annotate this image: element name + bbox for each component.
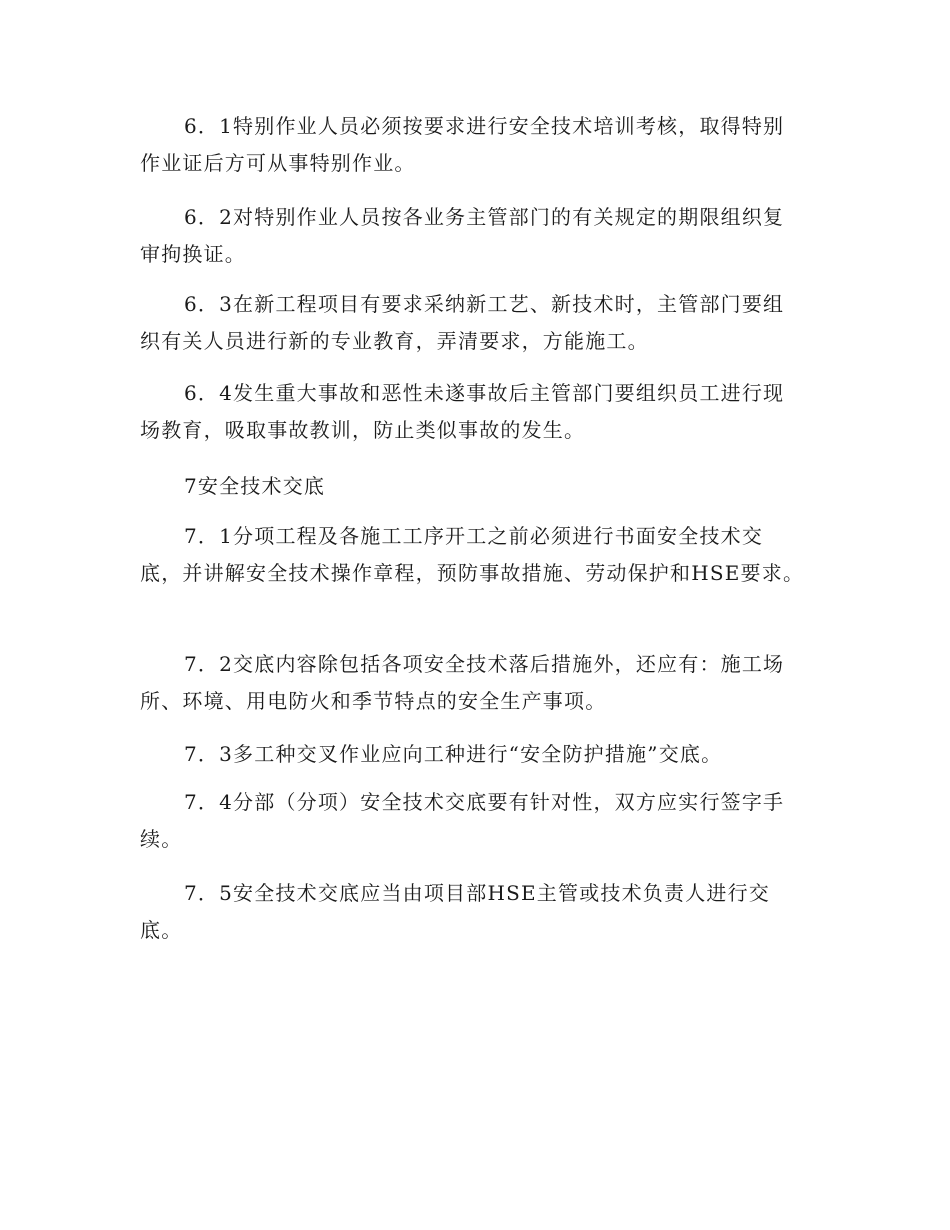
paragraph-6-4: 6．4发生重大事故和恶性未遂事故后主管部门要组织员工进行现场教育，吸取事故教训，防止类似事故的发生。 [140, 381, 785, 442]
paragraph-7-3: 7．3多工种交叉作业应向工种进行“安全防护措施”交底。 [184, 742, 723, 766]
paragraph-6-1: 6．1特别作业人员必须按要求进行安全技术培训考核，取得特别作业证后方可从事特别作业。 [140, 114, 785, 175]
paragraph-6-3: 6．3在新工程项目有要求采纳新工艺、新技术时，主管部门要组织有关人员进行新的专业教育，弄清要求，方能施工。 [140, 292, 785, 353]
section-heading-7: 7安全技术交底 [184, 474, 326, 498]
paragraph-6-2: 6．2对特别作业人员按各业务主管部门的有关规定的期限组织复审拘换证。 [140, 205, 785, 266]
paragraph-7-4: 7．4分部（分项）安全技术交底要有针对性，双方应实行签字手续。 [140, 790, 785, 851]
paragraph-7-2: 7．2交底内容除包括各项安全技术落后措施外，还应有：施工场所、环境、用电防火和季节特点的安全生产事项。 [140, 652, 785, 713]
paragraph-7-5: 7．5安全技术交底应当由项目部HSE主管或技术负责人进行交底。 [140, 881, 770, 942]
paragraph-7-1: 7．1分项工程及各施工工序开工之前必须进行书面安全技术交底，并讲解安全技术操作章程，预防事故措施、劳动保护和HSE要求。 [140, 524, 805, 585]
